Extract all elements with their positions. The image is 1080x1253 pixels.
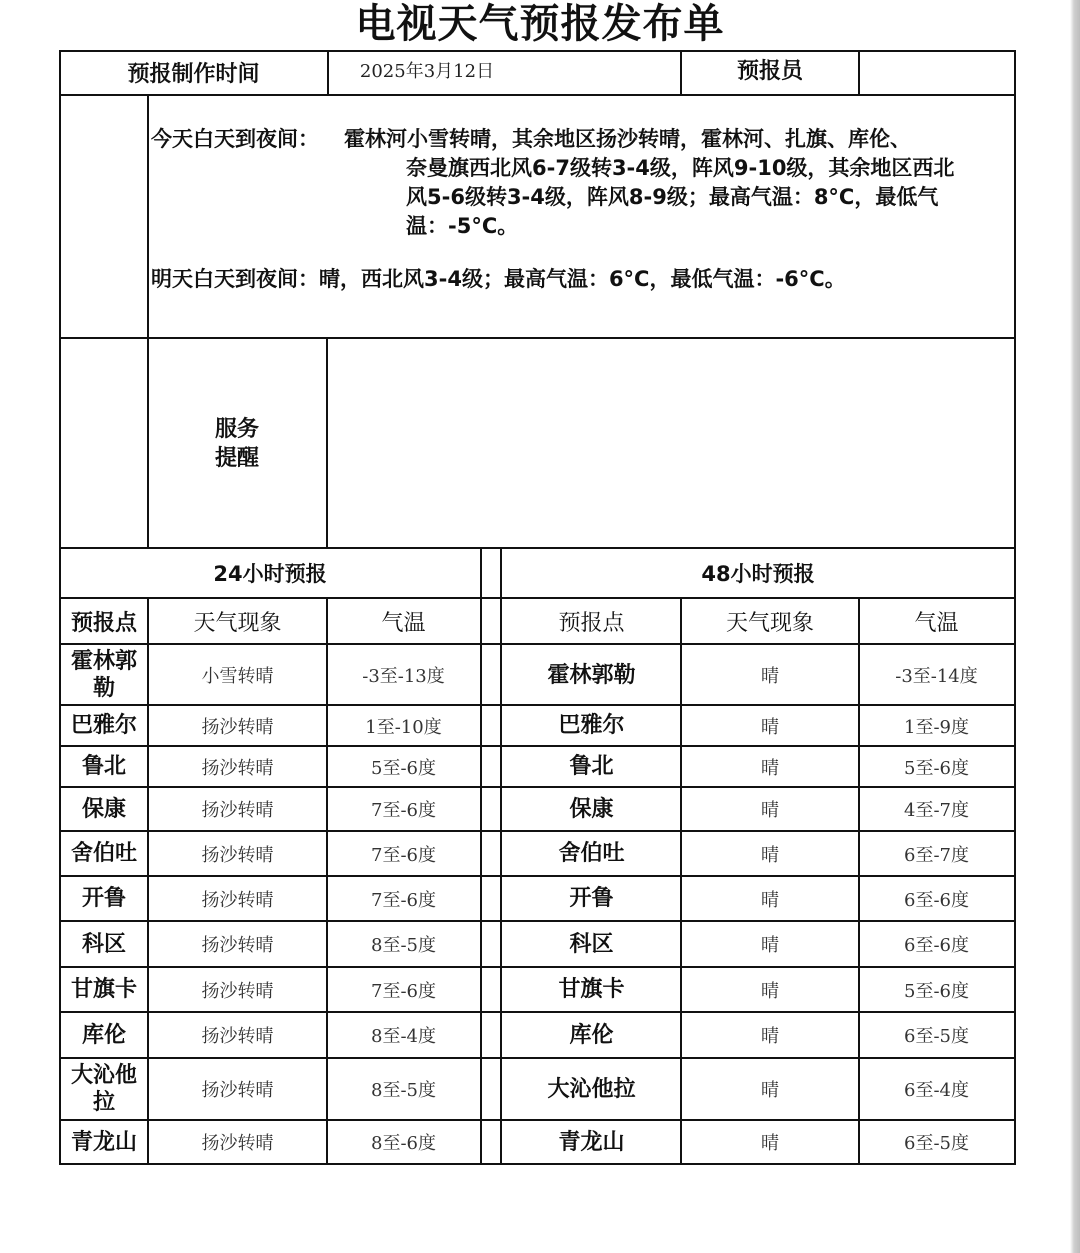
- t24-station: 霍林郭勒: [70, 649, 137, 701]
- grid-line: [59, 1011, 1015, 1013]
- grid-line: [59, 704, 1015, 706]
- t48-header-temp: 气温: [914, 610, 959, 636]
- grid-line: [480, 547, 482, 1165]
- t48-weather: 晴: [761, 935, 779, 956]
- grid-line: [59, 875, 1015, 877]
- grid-line: [147, 94, 149, 547]
- t48-weather: 晴: [761, 889, 779, 911]
- t24-weather: 扬沙转晴: [201, 800, 274, 821]
- grid-line: [1014, 50, 1016, 1165]
- service-label-line: 提醒: [214, 445, 259, 471]
- t48-station: 青龙山: [558, 1129, 625, 1155]
- t48-weather: 晴: [761, 980, 779, 1002]
- t48-temp: 5至-6度: [904, 980, 969, 1002]
- grid-line: [59, 337, 1015, 339]
- grid-line: [680, 597, 682, 1165]
- t48-header-station: 预报点: [558, 610, 625, 636]
- page-title: 电视天气预报发布单: [355, 1, 725, 47]
- t24-station: 舍伯吐: [70, 841, 137, 866]
- t48-weather: 晴: [761, 716, 779, 738]
- t24-temp: 7至-6度: [371, 800, 436, 821]
- t24-temp: -3至-13度: [362, 666, 445, 687]
- t48-temp: 6至-6度: [904, 935, 969, 956]
- today-line: 风5-6级转3-4级，阵风8-9级；最高气温：8°C，最低气: [406, 185, 939, 209]
- t48-temp: 6至-5度: [904, 1133, 969, 1154]
- grid-line: [858, 597, 860, 1165]
- t24-header-weather: 天气现象: [193, 610, 282, 636]
- forecaster-value: [859, 51, 1014, 94]
- grid-line: [59, 830, 1015, 832]
- grid-line: [59, 920, 1015, 922]
- t48-temp: 6至-6度: [904, 889, 969, 911]
- t24-temp: 7至-6度: [371, 844, 436, 866]
- today-line: 霍林河小雪转晴，其余地区扬沙转晴，霍林河、扎旗、库伦、: [344, 127, 911, 151]
- t48-temp: 4至-7度: [904, 800, 969, 821]
- grid-line: [326, 337, 328, 547]
- grid-line: [326, 597, 328, 1165]
- grid-line: [59, 643, 1015, 645]
- t48-temp: 6至-4度: [904, 1080, 969, 1101]
- grid-line: [59, 50, 61, 1165]
- grid-line: [59, 50, 1015, 52]
- tomorrow-label: 明天白天到夜间：: [151, 267, 319, 291]
- t48-weather: 晴: [761, 1080, 779, 1101]
- t24-header-station: 预报点: [70, 610, 137, 636]
- t24-station: 青龙山: [70, 1129, 137, 1155]
- t48-station: 巴雅尔: [558, 713, 625, 738]
- grid-line: [59, 966, 1015, 968]
- t24-temp: 1至-10度: [365, 716, 442, 738]
- t24-weather: 扬沙转晴: [201, 1026, 274, 1047]
- forecaster-label: 预报员: [736, 59, 803, 84]
- grid-line: [59, 597, 1015, 599]
- t24-temp: 8至-5度: [371, 935, 436, 956]
- grid-line: [858, 50, 860, 94]
- t48-station: 舍伯吐: [558, 841, 625, 866]
- t24-temp: 5至-6度: [371, 757, 436, 779]
- tomorrow-text: 晴，西北风3-4级；最高气温：6°C，最低气温：-6°C。: [319, 267, 846, 291]
- t24-weather: 扬沙转晴: [201, 889, 274, 911]
- tomorrow-forecast: [151, 265, 1013, 295]
- t48-temp: 6至-5度: [904, 1026, 969, 1047]
- t24-station: 保康: [81, 796, 126, 822]
- t24-station: 开鲁: [81, 886, 126, 911]
- table48-title: 48小时预报: [701, 562, 815, 586]
- grid-line: [59, 1163, 1015, 1165]
- t48-station: 大沁他拉: [547, 1076, 636, 1102]
- t24-temp: 7至-6度: [371, 980, 436, 1002]
- today-forecast: [151, 125, 1013, 245]
- t24-temp: 8至-4度: [371, 1026, 436, 1047]
- t24-station: 巴雅尔: [70, 713, 137, 738]
- t48-temp: 6至-7度: [904, 844, 969, 866]
- t48-weather: 晴: [761, 844, 779, 866]
- page-edge-shadow: [1070, 0, 1080, 1253]
- grid-line: [59, 745, 1015, 747]
- t24-station: 科区: [81, 931, 126, 957]
- t24-weather: 扬沙转晴: [201, 1080, 274, 1101]
- t48-weather: 晴: [761, 757, 779, 779]
- t24-weather: 扬沙转晴: [201, 1133, 274, 1154]
- t48-station: 甘旗卡: [558, 977, 625, 1002]
- t24-weather: 扬沙转晴: [201, 980, 274, 1002]
- service-content: [327, 339, 1014, 548]
- grid-line: [327, 50, 329, 94]
- grid-line: [59, 1057, 1015, 1059]
- t48-temp: -3至-14度: [895, 666, 978, 687]
- grid-line: [59, 94, 1015, 96]
- t24-temp: 8至-5度: [371, 1080, 436, 1101]
- t24-weather: 小雪转晴: [201, 666, 274, 687]
- service-label-line: 服务: [214, 416, 259, 442]
- today-label: 今天白天到夜间：: [151, 127, 319, 151]
- t48-station: 库伦: [569, 1022, 614, 1048]
- t48-header-weather: 天气现象: [725, 610, 814, 636]
- grid-line: [59, 547, 1015, 549]
- today-line: 温：-5°C。: [406, 214, 519, 238]
- t24-temp: 7至-6度: [371, 889, 436, 911]
- t48-station: 开鲁: [569, 886, 614, 911]
- time-label: 预报制作时间: [127, 62, 260, 87]
- t24-temp: 8至-6度: [371, 1133, 436, 1154]
- t48-station: 科区: [569, 931, 614, 957]
- grid-line: [147, 597, 149, 1165]
- grid-line: [500, 547, 502, 1165]
- today-line: 奈曼旗西北风6-7级转3-4级，阵风9-10级，其余地区西北: [406, 156, 955, 180]
- t48-station: 鲁北: [569, 754, 614, 779]
- grid-line: [59, 786, 1015, 788]
- t24-station: 鲁北: [81, 754, 126, 779]
- t48-temp: 1至-9度: [904, 716, 969, 738]
- t24-weather: 扬沙转晴: [201, 716, 274, 738]
- table24-title: 24小时预报: [213, 562, 327, 586]
- t24-weather: 扬沙转晴: [201, 757, 274, 779]
- forecast-date: 2025年3月12日: [359, 60, 495, 82]
- t24-station: 库伦: [81, 1022, 126, 1048]
- t48-weather: 晴: [761, 1133, 779, 1154]
- t24-station: 甘旗卡: [70, 977, 137, 1002]
- t24-weather: 扬沙转晴: [201, 844, 274, 866]
- service-label: [148, 339, 326, 548]
- t48-station: 保康: [569, 796, 614, 822]
- t48-station: 霍林郭勒: [547, 662, 636, 688]
- t48-weather: 晴: [761, 1026, 779, 1047]
- t24-header-temp: 气温: [381, 610, 426, 636]
- t48-weather: 晴: [761, 800, 779, 821]
- t24-weather: 扬沙转晴: [201, 935, 274, 956]
- t48-weather: 晴: [761, 666, 779, 687]
- grid-line: [59, 1119, 1015, 1121]
- t48-temp: 5至-6度: [904, 757, 969, 779]
- t24-station: 大沁他拉: [70, 1063, 137, 1115]
- grid-line: [680, 50, 682, 94]
